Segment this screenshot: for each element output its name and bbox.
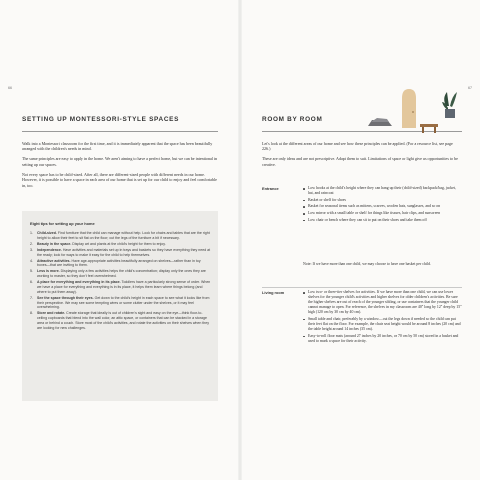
bullet-item: Low chair or bench where they can sit to put on their shoes and take them off bbox=[303, 218, 462, 223]
bullet-item: Basket or shelf for shoes bbox=[303, 198, 462, 203]
tip-text: Get down to the child's height in each space to see what it looks like from their perspective. We may see some tempting wires or some clutter under the shelves, or it may feel overwhelming. bbox=[37, 295, 210, 310]
tip-number: 5. bbox=[30, 269, 33, 274]
tip-number: 8. bbox=[30, 311, 33, 316]
tip-item bbox=[30, 259, 211, 269]
tip-item bbox=[30, 280, 211, 294]
bench-icon bbox=[420, 124, 438, 133]
room-bullet-list bbox=[303, 290, 462, 345]
tip-item bbox=[30, 311, 211, 330]
tip-item bbox=[30, 231, 211, 241]
tips-box bbox=[22, 211, 218, 401]
bullet-item: Low hooks at the child's height where they can hang up their (child-sized) backpack/bag, jacket, hat, and raincoat bbox=[303, 186, 462, 196]
tips-list bbox=[30, 231, 211, 330]
bullet-item: Basket for seasonal items such as mittens, scarves, woolen hats, sunglasses, and so on bbox=[303, 204, 462, 209]
bullet-item: Easy-to-roll floor mats (around 27 inches by 20 inches, or 70 cm by 50 cm) stored in a basket and used to mark a space for their activity. bbox=[303, 334, 462, 344]
paragraph: These are only ideas and are not prescriptive. Adapt them to suit. Limitations of space or light give us opportunities to be creative. bbox=[262, 156, 458, 167]
tip-lead: Beauty in the space. bbox=[37, 241, 72, 246]
tips-box-title: Eight tips for setting up your home bbox=[30, 221, 95, 226]
furniture-illustration bbox=[368, 86, 462, 138]
page-number-right: 67 bbox=[468, 86, 472, 90]
room-label: Entrance bbox=[262, 186, 279, 191]
tip-lead: Child-sized. bbox=[37, 231, 57, 235]
tip-item bbox=[30, 248, 211, 258]
paragraph: The same principles are easy to apply in the home. We aren't aiming to have a perfect home, but we can be intentional in setting up our spaces. bbox=[22, 156, 218, 167]
tip-number: 3. bbox=[30, 247, 33, 252]
tip-item bbox=[30, 269, 211, 279]
tip-number: 4. bbox=[30, 258, 33, 263]
folded-blanket-icon bbox=[368, 118, 392, 126]
plant-icon bbox=[442, 92, 457, 118]
paragraph: Let's look at the different areas of our home and see how these principles can be applied. (For a resource list, see page 226.) bbox=[262, 141, 453, 152]
page-number-left: 66 bbox=[8, 86, 12, 90]
tip-lead: Independence. bbox=[37, 247, 62, 252]
tip-text: Displaying only a few activities helps the child's concentration; display only the ones they are working to master, so they don't feel overwhelmed. bbox=[37, 269, 206, 279]
mirror-icon bbox=[402, 89, 416, 128]
bullet-item: Small table and chair, preferably by a window—cut the legs down if needed so the child can put their feet flat on the floor. For example, the chair seat height would be around 8 inches (20 cm) and the table height around 14 inches (35 cm). bbox=[303, 317, 462, 332]
paragraph: Walk into a Montessori classroom for the first time, and it is immediately apparent that the space has been beautifully arranged with the children's needs in mind. bbox=[22, 141, 213, 152]
section-heading-setting-up: SETTING UP MONTESSORI-STYLE SPACES bbox=[22, 116, 180, 123]
intro-text bbox=[22, 141, 218, 193]
room-intro-text bbox=[262, 141, 462, 172]
heading-rule-left bbox=[22, 131, 218, 132]
tip-number: 1. bbox=[30, 231, 33, 235]
tip-lead: Less is more. bbox=[37, 269, 60, 274]
room-note: Note: If we have more than one child, we may choose to have one basket per child. bbox=[303, 262, 431, 266]
tip-item bbox=[30, 296, 211, 310]
tip-text: Toddlers have a particularly strong sense of order. When we have a place for everything and everything is in its place, it helps them learn where things belong (and where to put them away). bbox=[37, 280, 211, 294]
tip-text: Have activities and materials set up in trays and baskets so they have everything they need at the ready; look for ways to make it easy for the child to help themselves. bbox=[37, 247, 211, 257]
bullet-item: Low mirror with a small table or shelf for things like tissues, hair clips, and sunscreen bbox=[303, 211, 462, 216]
right-page bbox=[240, 0, 480, 480]
entry-divider bbox=[262, 287, 462, 288]
tip-number: 2. bbox=[30, 241, 33, 246]
tip-text: Create storage that ideally is out of children's sight and easy on the eye—think floor-to-ceiling cupboards that blend into the wall color, an attic space, or containers that can be stacked in a storage area or behind a couch. Store most of the child's activities, and rotate the activities on their shelves when they are looking for new challenges. bbox=[37, 311, 210, 330]
tip-text: Find furniture that the child can manage without help. Look for chairs and tables that are the right height to allow their feet to sit flat on the floor; cut the legs of the furniture a bit if necessary. bbox=[37, 231, 210, 240]
room-bullet-list bbox=[303, 186, 462, 224]
tip-lead: A place for everything and everything in its place. bbox=[37, 280, 121, 285]
tip-item bbox=[30, 242, 211, 247]
tip-number: 7. bbox=[30, 295, 33, 300]
section-heading-room-by-room: ROOM BY ROOM bbox=[262, 116, 323, 123]
room-label: Living room bbox=[262, 290, 285, 295]
bullet-item: Low two- or three-tier shelves for activities. If we have more than one child, we can use lower shelves for the younger child's activities and higher shelves for older children's activities. Be sure the higher shelves are out of reach of the younger sibling, or use containers that the younger child cannot manage to open. For reference, the shelves in my classroom are 40" long by 12" deep by 15" high (120 cm by 30 cm by 40 cm). bbox=[303, 290, 462, 315]
tip-lead: Attractive activities. bbox=[37, 258, 71, 263]
tip-text: Have age-appropriate activities beautifully arranged on shelves—rather than in toy boxes—that are inviting to them. bbox=[37, 258, 201, 268]
tip-text: Display art and plants at the child's height for them to enjoy. bbox=[71, 241, 166, 246]
tip-number: 6. bbox=[30, 280, 33, 285]
tip-lead: Store and rotate. bbox=[37, 311, 66, 316]
tip-lead: See the space through their eyes. bbox=[37, 295, 94, 300]
paragraph: Not every space has to be child-sized. After all, there are different-sized people with different needs in our home. However, it is possible to have a space in each area of our home that is set up for our child to enjoy and feel comfortable in, too. bbox=[22, 171, 217, 188]
